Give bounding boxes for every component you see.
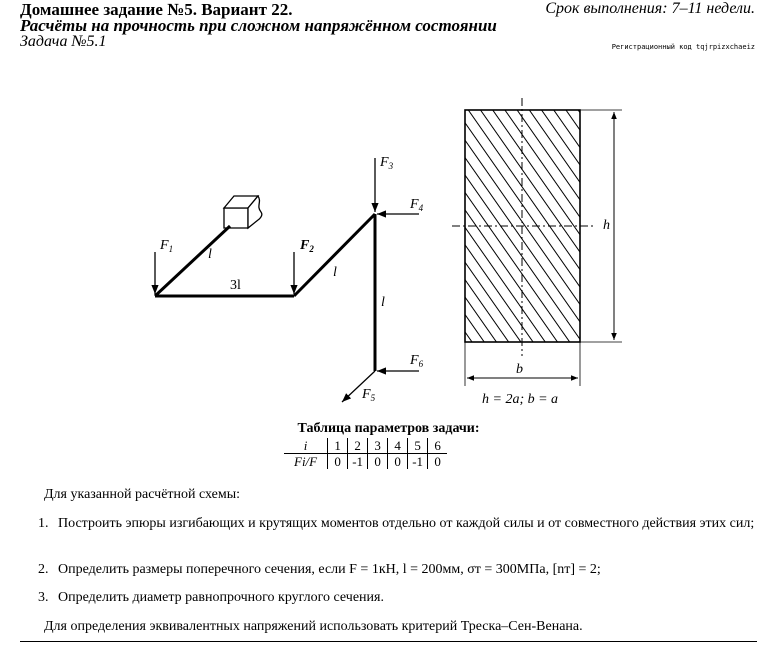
- table-title: Таблица параметров задачи:: [297, 421, 480, 436]
- list-item-text: Определить диаметр равнопрочного круглого сечения.: [58, 590, 384, 605]
- registration-code: Регистрационный код tqjrpizxchaeiz: [611, 43, 755, 51]
- table-cell: 0: [434, 454, 441, 469]
- table-cell: 0: [388, 454, 408, 470]
- label-F2: $F_2$: [300, 238, 314, 254]
- table-row-values: [284, 454, 447, 470]
- label-F3: $F_3$: [380, 155, 394, 171]
- cross-section: [452, 98, 622, 407]
- intro-text: Для указанной расчётной схемы:: [44, 487, 241, 502]
- table-cell: 1: [328, 438, 348, 454]
- list-item-number: 3.: [38, 590, 49, 605]
- table-row-index: [284, 438, 447, 454]
- label-F5: $F_5$: [362, 387, 376, 403]
- section-relation: h = 2a; b = a: [482, 392, 559, 407]
- list-item-text: Построить эпюры изгибающих и крутящих моментов отдельно от каждой силы и от совместного действия этих сил;: [58, 516, 755, 531]
- label-length-l-c: l: [381, 295, 385, 310]
- label-length-3l: 3l: [230, 278, 241, 293]
- deadline: Срок выполнения: 7–11 недели.: [545, 0, 755, 17]
- label-F6: $F_6$: [410, 353, 424, 369]
- parameters-table: [284, 438, 447, 469]
- assignment-title: Домашнее задание №5. Вариант 22.: [20, 0, 293, 19]
- table-cell: 0: [328, 454, 348, 470]
- table-cell: -1: [348, 454, 368, 470]
- label-length-l-b: l: [333, 265, 337, 280]
- table-header-i: i: [284, 438, 328, 454]
- table-cell: 2: [348, 438, 368, 454]
- table-header-ratio: Fi/F: [284, 454, 328, 470]
- assignment-subtitle: Расчёты на прочность при сложном напряжённом состоянии: [20, 16, 497, 35]
- outro-text: Для определения эквивалентных напряжений использовать критерий Треска–Сен-Венана.: [44, 619, 583, 634]
- list-item: [38, 589, 760, 607]
- bottom-divider: [20, 641, 757, 642]
- table-cell: 3: [368, 438, 388, 454]
- table-cell: 6: [428, 438, 448, 454]
- label-b: b: [516, 362, 523, 377]
- label-length-l-a: l: [208, 247, 212, 262]
- frame-members: [155, 214, 375, 371]
- table-cell: -1: [408, 454, 428, 470]
- list-item: [38, 515, 760, 533]
- table-cell: 0: [368, 454, 388, 470]
- table-cell: 4: [388, 438, 408, 454]
- label-h: h: [603, 218, 610, 233]
- list-item-number: 1.: [38, 516, 49, 531]
- list-item: [38, 561, 760, 579]
- table-cell: 5: [408, 438, 428, 454]
- task-number: Задача №5.1: [20, 33, 107, 50]
- label-F1: $F_1$: [160, 238, 174, 254]
- label-F4: $F_4$: [410, 197, 424, 213]
- list-item-number: 2.: [38, 562, 49, 577]
- list-item-text: Определить размеры поперечного сечения, если F = 1кН, l = 200мм, σт = 300МПа, [nт] = 2;: [58, 562, 601, 577]
- fixed-support: [224, 196, 262, 228]
